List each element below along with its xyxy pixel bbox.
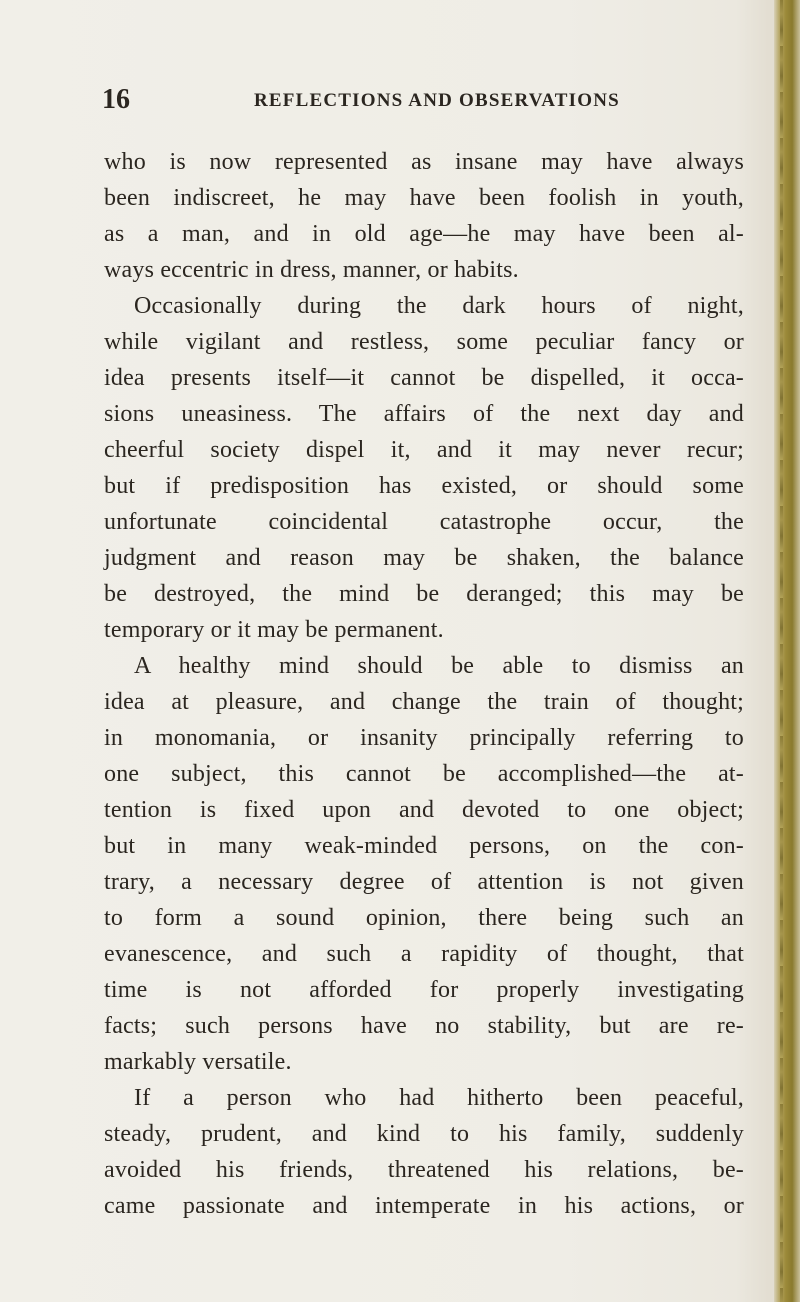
text-line: idea at pleasure, and change the train of thought;	[104, 689, 744, 715]
text-line: but if predisposition has existed, or should some	[104, 473, 744, 499]
text-line: evanescence, and such a rapidity of thought, that	[104, 941, 744, 967]
text-line: to form a sound opinion, there being such an	[104, 905, 744, 931]
text-line: If a person who had hitherto been peaceful,	[134, 1085, 744, 1111]
text-line: came passionate and intemperate in his actions, or	[104, 1193, 744, 1219]
text-line: trary, a necessary degree of attention is not given	[104, 869, 744, 895]
text-line: steady, prudent, and kind to his family, suddenly	[104, 1121, 744, 1147]
text-line: as a man, and in old age—he may have been al-	[104, 221, 744, 247]
text-line: A healthy mind should be able to dismiss an	[134, 653, 744, 679]
text-line: be destroyed, the mind be deranged; this may be	[104, 581, 744, 607]
text-line: temporary or it may be permanent.	[104, 617, 444, 643]
text-line: tention is fixed upon and devoted to one object;	[104, 797, 744, 823]
body-text	[104, 144, 744, 1224]
text-line: idea presents itself—it cannot be dispelled, it occa-	[104, 365, 744, 391]
page-header	[102, 84, 742, 124]
text-line: time is not afforded for properly investigating	[104, 977, 744, 1003]
text-line: unfortunate coincidental catastrophe occur, the	[104, 509, 744, 535]
text-line: markably versatile.	[104, 1049, 292, 1075]
text-line: ways eccentric in dress, manner, or habits.	[104, 257, 519, 283]
page-edge-binding	[774, 0, 800, 1302]
text-line: one subject, this cannot be accomplished—the at-	[104, 761, 744, 787]
text-line: judgment and reason may be shaken, the balance	[104, 545, 744, 571]
running-head: REFLECTIONS AND OBSERVATIONS	[254, 90, 620, 111]
text-line: who is now represented as insane may have always	[104, 149, 744, 175]
text-line: sions uneasiness. The affairs of the next day and	[104, 401, 744, 427]
text-line: facts; such persons have no stability, but are re-	[104, 1013, 744, 1039]
text-line: but in many weak-minded persons, on the con-	[104, 833, 744, 859]
text-line: avoided his friends, threatened his relations, be-	[104, 1157, 744, 1183]
text-line: cheerful society dispel it, and it may never recur;	[104, 437, 744, 463]
text-line: been indiscreet, he may have been foolish in youth,	[104, 185, 744, 211]
text-line: in monomania, or insanity principally referring to	[104, 725, 744, 751]
text-line: while vigilant and restless, some peculiar fancy or	[104, 329, 744, 355]
page-number: 16	[102, 84, 130, 115]
text-line: Occasionally during the dark hours of night,	[134, 293, 744, 319]
